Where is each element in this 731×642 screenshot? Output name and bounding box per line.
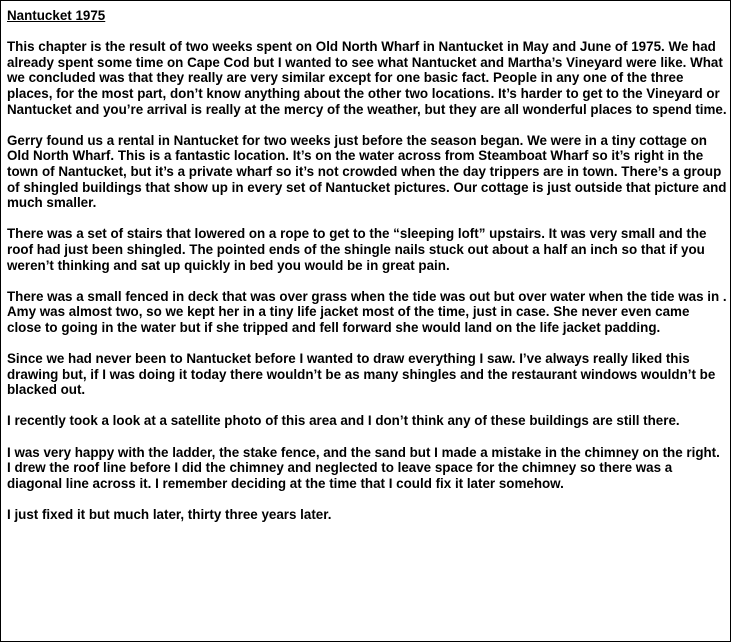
paragraph-rental: Gerry found us a rental in Nantucket for two weeks just before the season began. We were in a tiny cottage on Old North Wharf. This is a fantastic location. It’s on the water across from Steamboat Wharf so it’s right in the town of Nantucket, but it’s a private wharf so it’s not crowded when the day trippers are in town. There’s a group of shingled buildings that show up in every set of Nantucket pictures. Our cottage is just outside that picture and much smaller. (7, 132, 727, 211)
paragraph-satellite: I recently took a look at a satellite photo of this area and I don’t think any of these buildings are still there. (7, 413, 680, 429)
paragraph-sleeping-loft: There was a set of stairs that lowered on a rope to get to the “sleeping loft” upstairs. It was very small and the roof had just been shingled. The pointed ends of the shingle nails stuck out about a half an inch so that if you weren’t thinking and sat up quickly in bed you would be in great pain. (7, 226, 707, 273)
paragraph-fixed: I just fixed it but much later, thirty three years later. (7, 507, 332, 522)
paragraph-deck: There was a small fenced in deck that was over grass when the tide was out but over water when the tide was in . Amy was almost two, so we kept her in a tiny life jacket most of the time, just in case. She never even came close to going in the water but if she tripped and fell forward she would land on the life jacket padding. (7, 288, 727, 335)
document-body (7, 8, 727, 538)
document-title: Nantucket 1975 (7, 8, 106, 23)
paragraph-intro: This chapter is the result of two weeks spent on Old North Wharf in Nantucket in May and June of 1975. We had already spent some time on Cape Cod but I wanted to see what Nantucket and Martha’s Vineyard were like. What we concluded was that they really are very similar except for one basic fact. People in any one of the three places, for the most part, don’t know anything about the other two locations. It’s harder to get to the Vineyard or Nantucket and you’re arrival is really at the mercy of the weather, but they are all wonderful places to spend time. (7, 39, 727, 117)
paragraph-drawing: Since we had never been to Nantucket before I wanted to draw everything I saw. I’ve always really liked this drawing but, if I was doing it today there wouldn’t be as many shingles and the restaurant windows wouldn’t be blacked out. (7, 351, 716, 398)
paragraph-chimney: I was very happy with the ladder, the stake fence, and the sand but I made a mistake in the chimney on the right. I drew the roof line before I did the chimney and neglected to leave space for the chimney so there was a diagonal line across it. I remember deciding at the time that I could fix it later somehow. (7, 444, 720, 491)
